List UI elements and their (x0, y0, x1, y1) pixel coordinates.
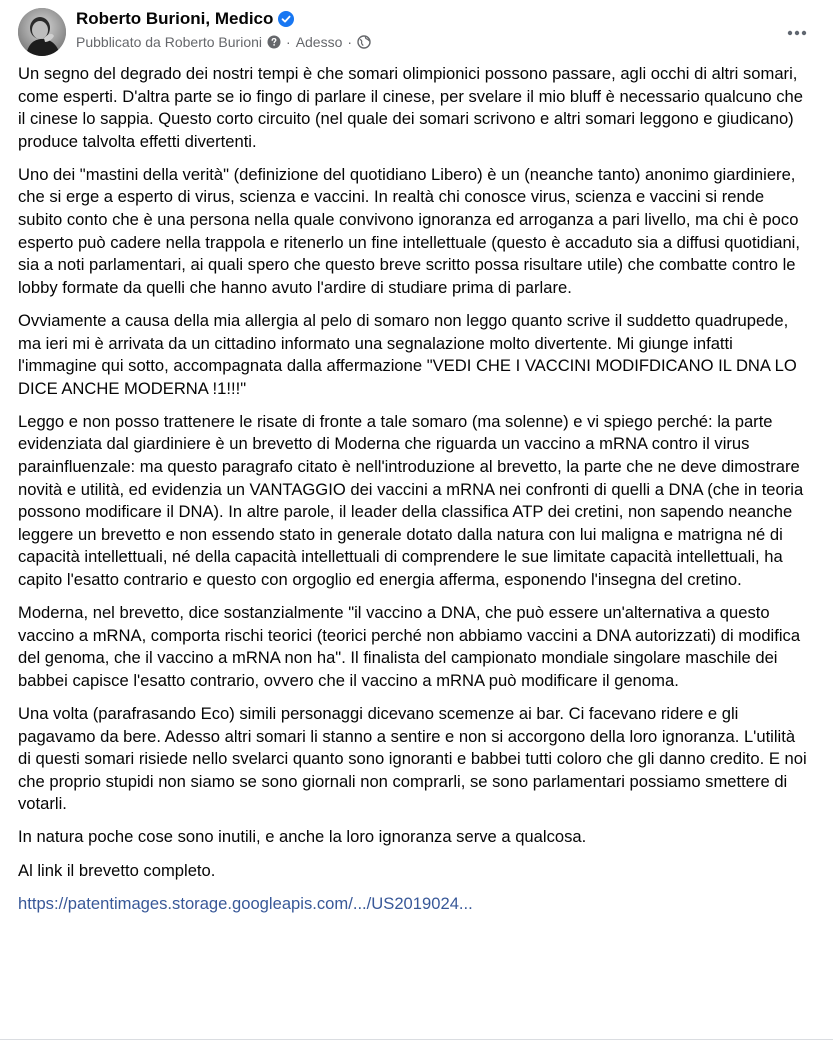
post-header (16, 6, 817, 56)
globe-icon[interactable] (357, 35, 371, 49)
author-name[interactable]: Roberto Burioni, Medico (76, 9, 274, 28)
question-circle-icon[interactable] (267, 35, 281, 49)
post-link-paragraph (18, 893, 808, 916)
post-paragraph: Al link il brevetto completo. (18, 860, 216, 880)
avatar-photo (18, 8, 66, 56)
post-paragraph: Ovviamente a causa della mia allergia al pelo di somaro non leggo quanto scrive il suddetto quadrupede, ma ieri mi è arrivata da un cittadino informato una segnalazione molto divertente. Mi giunge infatti l'immagine qui sotto, accompagnata dalla affermazione "VEDI CHE I VACCINI MODIFDICANO IL DNA LO DICE ANCHE MODERNA !1!!!" (18, 310, 797, 398)
meta-separator: · (286, 34, 291, 50)
more-options-button[interactable] (779, 14, 815, 50)
verified-badge-icon (278, 11, 294, 27)
post-time[interactable]: Adesso (295, 34, 343, 50)
post-meta (76, 32, 371, 52)
divider (0, 1039, 833, 1040)
post-paragraph: In natura poche cose sono inutili, e anche la loro ignoranza serve a qualcosa. (18, 827, 587, 847)
post-paragraph: Una volta (parafrasando Eco) simili personaggi dicevano scemenze ai bar. Ci facevano ridere e gli pagavamo da bere. Adesso altri somari li stanno a sentire e non si accorgono della loro ignoranza. L'utilità di questi somari risiede nello svelarci quanto sono ignoranti e babbei tutti coloro che gli danno credito. E noi che proprio stupidi non siamo se sono giornali non comprarli, se sono parlamentari possiamo smettere di votarli. (18, 703, 807, 814)
meta-separator: · (347, 34, 353, 50)
post-paragraph: Un segno del degrado dei nostri tempi è che somari olimpionici possono passare, agli occhi di altri somari, come esperti. D'altra parte se io fingo di parlare il cinese, per svelare il mio bluff è necessario qualcuno che il cinese lo sappia. Questo corto circuito (nel quale dei somari scrivono e altri somari leggono e giudicano) produce talvolta effetti divertenti. (18, 64, 804, 151)
author-block (76, 8, 371, 52)
patent-link[interactable]: https://patentimages.storage.googleapis.com/.../US2019024... (18, 893, 473, 913)
post-text (18, 63, 808, 926)
post-paragraph: Uno dei "mastini della verità" (definizione del quotidiano Libero) è un (neanche tanto) anonimo giardiniere, che si erge a esperto di virus, scienza e vaccini. In realtà chi conosce virus, scienza e vaccini si rende subito conto che è una persona nella quale convivono ignoranza ed arroganza a pari livello, ma chi è poco esperto può cadere nella trappola e ritenerlo un fine intellettuale (questo è accaduto sia a diffusi quotidiani, sia a noti parlamentari, ai quali spero che questo breve scritto possa risultare utile) che combatte contro le lobby formate da quelli che hanno avuto l'ardire di studiare prima di parlare. (18, 164, 800, 297)
post-paragraph: Leggo e non posso trattenere le risate di fronte a tale somaro (ma solenne) e vi spiego perché: la parte evidenziata dal giardiniere è un brevetto di Moderna che riguarda un vaccino a mRNA contro il virus parainfluenzale: ma questo paragrafo citato è nell'introduzione al brevetto, la parte che ne deve dimostrare novità e utilità, ed evidenzia un VANTAGGIO dei vaccini a mRNA nei confronti di quelli a DNA (che in teoria possono modificare il DNA). In altre parole, il leader della classifica ATP dei cretini, non sapendo neanche leggere un brevetto e non essendo stato in generale dotato dalla natura con lui maligna e matrigna né di capacità intellettuali, né della capacità intellettuali di comprendere le sue limitate capacità intellettuali, ha capito l'esatto contrario e questo con orgoglio ed energia afferma, esponendo l'insegna del cretino. (18, 411, 804, 589)
post-paragraph: Moderna, nel brevetto, dice sostanzialmente "il vaccino a DNA, che può essere un'alternativa a questo vaccino a mRNA, comporta rischi teorici (teorici perché non abbiamo vaccini a DNA autorizzati) di modifica del genoma, che il vaccino a mRNA non ha". Il finalista del campionato mondiale singolare maschile dei babbei capisce l'esatto contrario, ovvero che il vaccino a mRNA può modificare il genoma. (18, 603, 801, 690)
published-by: Pubblicato da Roberto Burioni (76, 34, 263, 50)
author-line (76, 8, 371, 30)
ellipsis-icon (787, 23, 807, 41)
avatar[interactable] (18, 8, 66, 56)
